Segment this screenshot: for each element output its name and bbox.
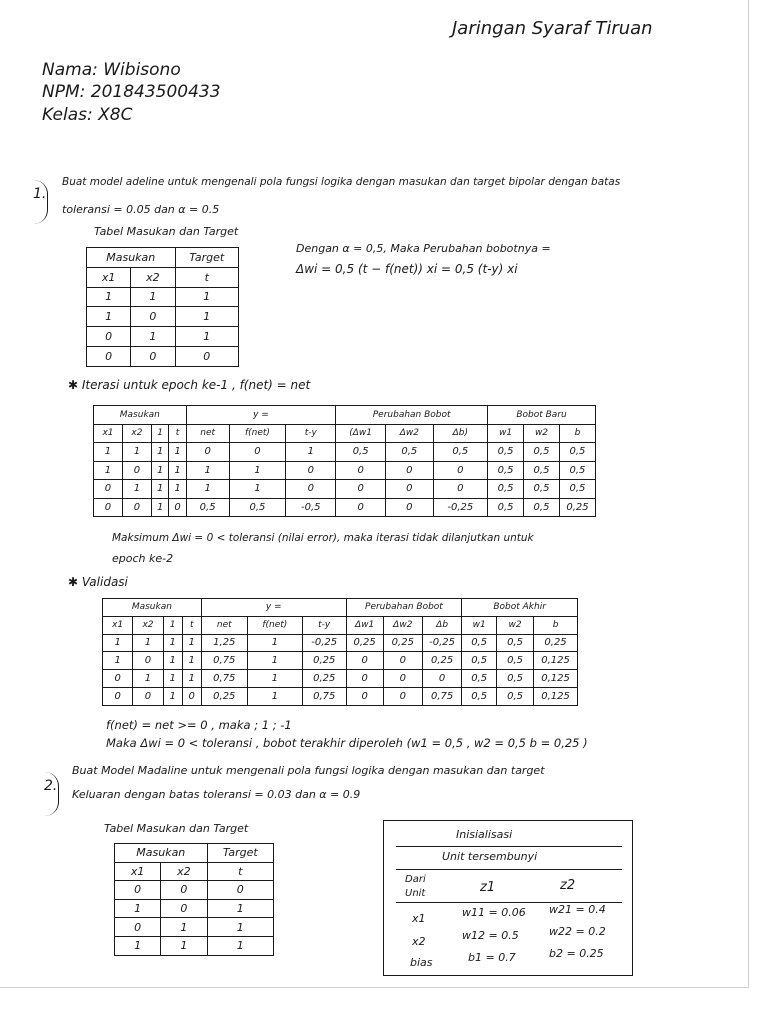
cell: 0	[433, 461, 487, 480]
cell: 1	[169, 443, 186, 462]
q1-number: 1.	[33, 186, 47, 202]
cell: 1	[247, 670, 302, 688]
cell: 0	[383, 687, 422, 705]
cell: 0	[422, 670, 461, 688]
cell: 1	[87, 307, 131, 327]
table-row	[87, 307, 239, 327]
q1-input-target-table	[86, 247, 239, 367]
q1-bracket	[33, 180, 48, 224]
iter-head-x2: x2	[122, 424, 151, 443]
q2-init-row-bias-label: bias	[410, 956, 433, 969]
table-row	[103, 687, 578, 705]
q2-init-subtitle: Unit tersembunyi	[442, 850, 538, 863]
iter-head-b: b	[559, 424, 595, 443]
cell: 1	[163, 634, 182, 652]
q1-text-line1: Buat model adeline untuk mengenali pola fungsi logika dengan masukan dan target bipolar dengan batas	[62, 176, 621, 188]
cell: 0	[346, 687, 383, 705]
table-row	[103, 634, 578, 652]
q1-formula-line1: Dengan α = 0,5, Maka Perubahan bobotnya =	[296, 242, 551, 255]
q2-init-row-bias-z1: b1 = 0.7	[468, 951, 516, 964]
cell: 0	[336, 498, 386, 517]
valid-head-y: y =	[201, 599, 346, 617]
cell: 0	[94, 498, 123, 517]
cell: 0,75	[201, 652, 247, 670]
table-row	[115, 881, 274, 900]
cell: 0,5	[559, 461, 595, 480]
q2-table-title: Tabel Masukan dan Target	[104, 822, 249, 835]
iter-head-bias: 1	[151, 424, 168, 443]
q2-head-x1: x1	[115, 862, 161, 881]
cell: 0,5	[186, 498, 229, 517]
q2-init-row-x1-z2: w21 = 0.4	[549, 903, 606, 916]
cell: 1	[122, 480, 151, 499]
cell: 1	[247, 634, 302, 652]
cell: 0,5	[229, 498, 286, 517]
cell: 1	[175, 287, 239, 307]
valid-head-bobot-akhir: Bobot Akhir	[462, 599, 578, 617]
cell: 0,5	[497, 687, 534, 705]
cell: 0	[87, 346, 131, 366]
cell: 0,25	[302, 670, 346, 688]
cell: 0,5	[462, 687, 497, 705]
cell: 1	[175, 307, 239, 327]
q2-init-divider-2	[396, 869, 622, 870]
q2-head-masukan: Masukan	[115, 844, 208, 863]
q1-iteration-label: ✱ Iterasi untuk epoch ke-1 , f(net) = net	[68, 378, 311, 392]
cell: 1	[122, 443, 151, 462]
q2-init-divider-1	[396, 846, 622, 847]
iter-head-dw2: Δw2	[386, 424, 434, 443]
cell: 1	[182, 634, 201, 652]
valid-head-b: b	[534, 616, 578, 634]
cell: 1	[207, 918, 273, 937]
scan-border-right	[748, 0, 749, 988]
cell: 1	[207, 936, 273, 955]
cell: 1	[94, 461, 123, 480]
q1-formula-line2: Δwi = 0,5 (t − f(net)) xi = 0,5 (t-y) xi	[296, 262, 518, 276]
table-row	[115, 918, 274, 937]
valid-head-t-y: t-y	[302, 616, 346, 634]
cell: 0	[169, 498, 186, 517]
iter-head-t-y: t-y	[286, 424, 336, 443]
cell: 0,5	[497, 634, 534, 652]
cell: 0	[346, 670, 383, 688]
valid-head-x2: x2	[133, 616, 163, 634]
valid-head-w2: w2	[497, 616, 534, 634]
cell: 0	[346, 652, 383, 670]
cell: 0,25	[534, 634, 578, 652]
cell: 0	[383, 652, 422, 670]
iter-head-x1: x1	[94, 424, 123, 443]
iter-head-w1: w1	[488, 424, 524, 443]
valid-head-net: net	[201, 616, 247, 634]
cell: 0,5	[524, 480, 560, 499]
cell: 1	[163, 652, 182, 670]
cell: 1	[103, 634, 133, 652]
q2-bracket	[44, 772, 59, 816]
cell: 0	[207, 881, 273, 900]
iter-head-perubahan: Perubahan Bobot	[336, 406, 488, 425]
iter-head-net: net	[186, 424, 229, 443]
cell: 0	[336, 480, 386, 499]
cell: 0	[122, 461, 151, 480]
cell: 1	[133, 634, 163, 652]
cell: 0,5	[524, 498, 560, 517]
q1-text-line2: toleransi = 0.05 dan α = 0.5	[62, 203, 220, 216]
valid-head-db: Δb	[422, 616, 461, 634]
cell: 0	[175, 346, 239, 366]
cell: 0,5	[524, 461, 560, 480]
q1-head-masukan: Masukan	[87, 248, 176, 268]
cell: 0,5	[433, 443, 487, 462]
table-row	[94, 498, 596, 517]
cell: 0,5	[488, 461, 524, 480]
cell: 1	[131, 327, 175, 347]
q2-text-line1: Buat Model Madaline untuk mengenali pola fungsi logika dengan masukan dan target	[72, 764, 545, 777]
cell: 0,25	[383, 634, 422, 652]
cell: 1	[186, 480, 229, 499]
q2-init-row-x1-label: x1	[412, 912, 426, 925]
cell: 1	[186, 461, 229, 480]
cell: 0,25	[422, 652, 461, 670]
cell: 1	[115, 899, 161, 918]
cell: 1,25	[201, 634, 247, 652]
q1-validation-table	[102, 598, 578, 706]
cell: 0	[186, 443, 229, 462]
q2-init-title: Inisialisasi	[456, 828, 513, 841]
cell: 0	[386, 498, 434, 517]
valid-head-w1: w1	[462, 616, 497, 634]
cell: 0	[161, 881, 207, 900]
cell: 0	[87, 327, 131, 347]
cell: 1	[161, 918, 207, 937]
cell: 1	[163, 670, 182, 688]
q1-iteration-table	[93, 405, 596, 517]
cell: 0,125	[534, 687, 578, 705]
table-row	[94, 443, 596, 462]
q1-head-t: t	[175, 267, 239, 287]
cell: 0	[122, 498, 151, 517]
cell: 0	[103, 687, 133, 705]
cell: 0,5	[497, 652, 534, 670]
cell: 0	[182, 687, 201, 705]
cell: 0,5	[462, 652, 497, 670]
iter-head-masukan: Masukan	[94, 406, 187, 425]
cell: 0	[131, 307, 175, 327]
valid-head-dw2: Δw2	[383, 616, 422, 634]
cell: 1	[247, 687, 302, 705]
cell: 1	[115, 936, 161, 955]
cell: -0,25	[433, 498, 487, 517]
cell: 0,5	[386, 443, 434, 462]
cell: 1	[247, 652, 302, 670]
q1-head-x1: x1	[87, 267, 131, 287]
q1-validation-label: ✱ Validasi	[68, 575, 128, 589]
cell: 0,25	[201, 687, 247, 705]
q2-init-from-1: Dari	[405, 874, 426, 885]
cell: 1	[94, 443, 123, 462]
cell: 0,5	[559, 443, 595, 462]
q2-init-from-2: Unit	[405, 888, 426, 899]
cell: 0	[386, 480, 434, 499]
cell: 0	[131, 346, 175, 366]
q2-init-col-z2: z2	[560, 878, 576, 893]
q2-init-row-x2-z2: w22 = 0.2	[549, 925, 606, 938]
cell: 0	[386, 461, 434, 480]
valid-head-dw1: Δw1	[346, 616, 383, 634]
name-line: Nama: Wibisono	[42, 60, 181, 80]
q1-head-target: Target	[175, 248, 239, 268]
q2-init-row-x2-z1: w12 = 0.5	[462, 929, 519, 942]
q2-init-row-x1-z1: w11 = 0.06	[462, 906, 526, 919]
valid-head-bias: 1	[163, 616, 182, 634]
cell: 0,5	[462, 670, 497, 688]
cell: 0	[115, 918, 161, 937]
cell: 0	[133, 687, 163, 705]
cell: 0,5	[524, 443, 560, 462]
cell: 0,75	[201, 670, 247, 688]
cell: 1	[151, 443, 168, 462]
cell: -0,5	[286, 498, 336, 517]
cell: 0,5	[488, 443, 524, 462]
cell: 0	[286, 480, 336, 499]
cell: 0	[94, 480, 123, 499]
cell: 0	[383, 670, 422, 688]
valid-head-t: t	[182, 616, 201, 634]
iter-head-bobot-baru: Bobot Baru	[488, 406, 596, 425]
valid-head-fnet: f(net)	[247, 616, 302, 634]
q1-note-line2: epoch ke-2	[112, 552, 174, 565]
scan-border-bottom	[0, 987, 749, 988]
cell: 1	[229, 480, 286, 499]
q2-init-row-x2-label: x2	[412, 935, 426, 948]
cell: 1	[87, 287, 131, 307]
table-row	[115, 936, 274, 955]
cell: 0,25	[346, 634, 383, 652]
cell: 1	[161, 936, 207, 955]
table-row	[94, 461, 596, 480]
q2-text-line2: Keluaran dengan batas toleransi = 0.03 dan α = 0.9	[72, 788, 361, 801]
cell: 1	[286, 443, 336, 462]
valid-head-x1: x1	[103, 616, 133, 634]
iter-head-w2: w2	[524, 424, 560, 443]
table-row	[115, 899, 274, 918]
iter-head-fnet: f(net)	[229, 424, 286, 443]
cell: -0,25	[302, 634, 346, 652]
cell: 0,5	[336, 443, 386, 462]
cell: 1	[133, 670, 163, 688]
q2-head-t: t	[207, 862, 273, 881]
iter-head-db: Δb)	[433, 424, 487, 443]
page-title: Jaringan Syaraf Tiruan	[452, 18, 653, 39]
cell: 0,5	[462, 634, 497, 652]
q2-number: 2.	[44, 778, 58, 794]
q2-init-row-bias-z2: b2 = 0.25	[549, 947, 604, 960]
cell: 0	[433, 480, 487, 499]
cell: 1	[182, 652, 201, 670]
valid-head-perubahan: Perubahan Bobot	[346, 599, 462, 617]
cell: 1	[163, 687, 182, 705]
cell: 0,75	[302, 687, 346, 705]
cell: 0	[161, 899, 207, 918]
q1-head-x2: x2	[131, 267, 175, 287]
cell: 0,25	[302, 652, 346, 670]
q1-conclusion: Maka Δwi = 0 < toleransi , bobot terakhir diperoleh (w1 = 0,5 , w2 = 0,5 b = 0,25 )	[106, 736, 588, 750]
cell: 0	[286, 461, 336, 480]
q2-head-target: Target	[207, 844, 273, 863]
cell: 1	[169, 461, 186, 480]
cell: 0	[103, 670, 133, 688]
cell: 0,25	[559, 498, 595, 517]
cell: 0,5	[488, 480, 524, 499]
table-row	[103, 670, 578, 688]
table-row	[87, 346, 239, 366]
cell: 0	[336, 461, 386, 480]
cell: 1	[175, 327, 239, 347]
cell: 1	[151, 498, 168, 517]
q2-head-x2: x2	[161, 862, 207, 881]
cell: 0,5	[559, 480, 595, 499]
cell: 0,125	[534, 652, 578, 670]
cell: 0,75	[422, 687, 461, 705]
npm-line: NPM: 201843500433	[42, 82, 221, 102]
cell: 1	[207, 899, 273, 918]
table-row	[103, 652, 578, 670]
iter-head-t: t	[169, 424, 186, 443]
cell: 0	[133, 652, 163, 670]
q2-init-col-z1: z1	[480, 880, 496, 895]
cell: 1	[229, 461, 286, 480]
cell: 1	[151, 480, 168, 499]
cell: 1	[103, 652, 133, 670]
q1-table-title: Tabel Masukan dan Target	[94, 225, 239, 238]
table-row	[94, 480, 596, 499]
class-line: Kelas: X8C	[42, 105, 133, 125]
cell: 1	[169, 480, 186, 499]
cell: -0,25	[422, 634, 461, 652]
q1-fnet-line: f(net) = net >= 0 , maka ; 1 ; -1	[106, 718, 292, 732]
table-row	[87, 287, 239, 307]
cell: 1	[182, 670, 201, 688]
q1-note-line1: Maksimum Δwi = 0 < toleransi (nilai error), maka iterasi tidak dilanjutkan untuk	[112, 532, 534, 544]
q2-input-target-table	[114, 843, 274, 956]
cell: 0,5	[488, 498, 524, 517]
table-row	[87, 327, 239, 347]
cell: 0	[229, 443, 286, 462]
cell: 1	[151, 461, 168, 480]
cell: 0,5	[497, 670, 534, 688]
cell: 0,125	[534, 670, 578, 688]
iter-head-y: y =	[186, 406, 336, 425]
valid-head-masukan: Masukan	[103, 599, 202, 617]
cell: 1	[131, 287, 175, 307]
iter-head-dw1: (Δw1	[336, 424, 386, 443]
cell: 0	[115, 881, 161, 900]
